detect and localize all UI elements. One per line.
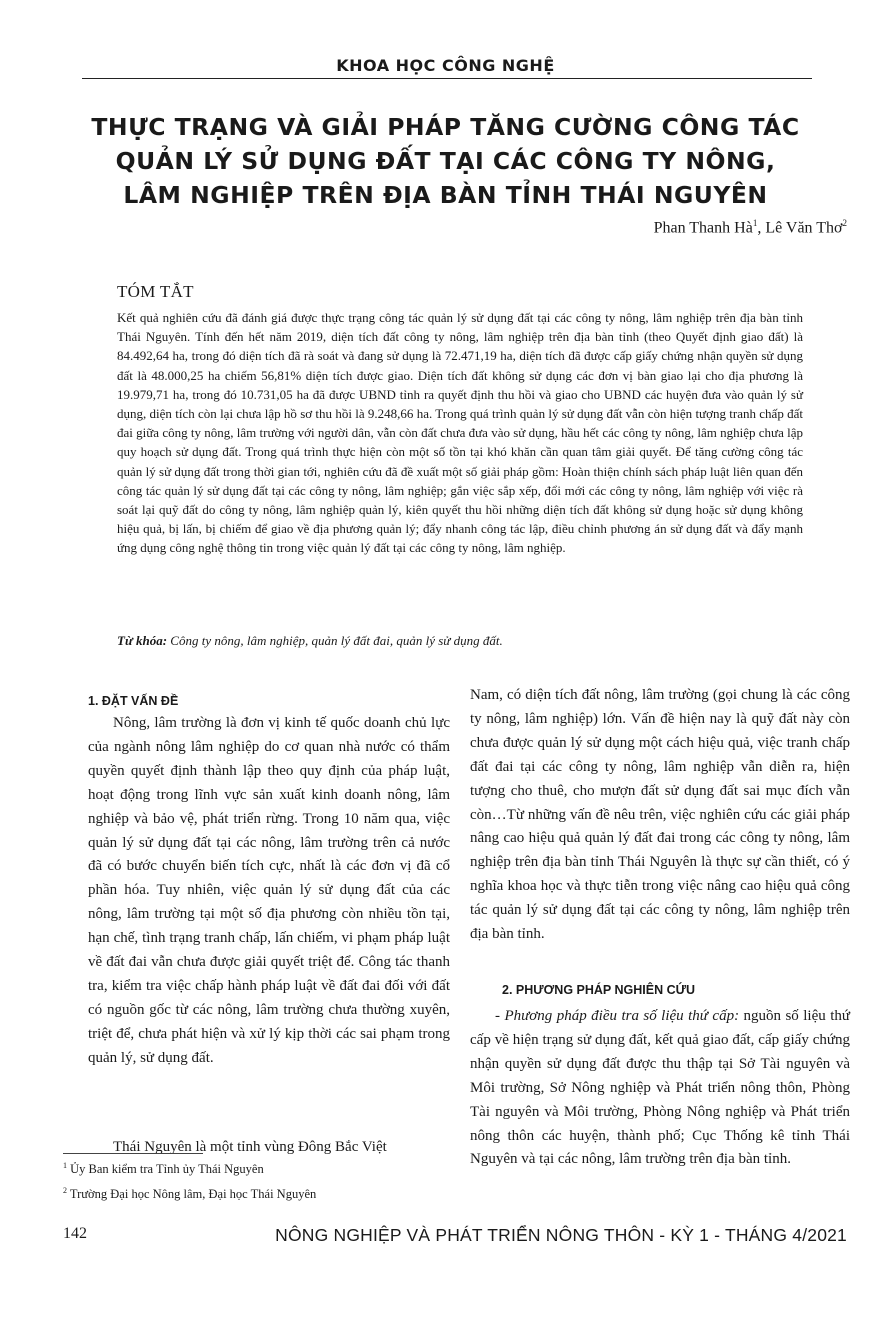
title-line-3: LÂM NGHIỆP TRÊN ĐỊA BÀN TỈNH THÁI NGUYÊN — [123, 181, 768, 209]
method-text: nguồn số liệu thứ cấp về hiện trạng sử dụng đất, kết quả giao đất, cấp giấy chứng nhận quyền sử dụng đất được thu thập tại Sở Tài nguyên và Môi trường, Sở Nông nghiệp và Phát triển nông thôn, Phòng Tài nguyên và Môi trường, Phòng Nông nghiệp và Phát triển nông thôn các huyện, thành phố; Cục Thống kê tỉnh Thái Nguyên và tại các nông, lâm trường trên địa bàn tỉnh. — [470, 1008, 850, 1168]
paragraph-text: Nông, lâm trường là đơn vị kinh tế quốc doanh chủ lực của ngành nông lâm nghiệp do cơ quan nhà nước có thẩm quyền quyết định thành lập theo quy định của pháp luật, hoạt động trong lĩnh vực sản xuất kinh doanh nông, lâm nghiệp và bảo vệ, phát triển rừng. Trong 10 năm qua, việc quản lý sử dụng đất tại các nông, lâm trường trên cả nước đã có bước chuyển biến tích cực, nhất là các đơn vị đã cổ phần hóa. Tuy nhiên, việc quản lý sử dụng đất của các nông, lâm trường tại một số địa phương còn nhiều tồn tại, hạn chế, tình trạng tranh chấp, lấn chiếm, vi phạm pháp luật về đất đai vẫn chưa được giải quyết triệt để. Công tác thanh tra, kiểm tra việc chấp hành pháp luật về đất đai đối với đất có nguồn gốc từ các nông, lâm trường chưa thường xuyên, triệt để, chưa phát hiện và xử lý kịp thời các sai phạm trong quản lý, sử dụng đất. — [88, 715, 450, 1066]
section-2-paragraph-1 — [470, 1005, 850, 1172]
author-separator: , — [757, 219, 766, 237]
method-label: - Phương pháp điều tra số liệu thứ cấp: — [495, 1008, 740, 1024]
journal-footer: NÔNG NGHIỆP VÀ PHÁT TRIỂN NÔNG THÔN - KỲ 1 - THÁNG 4/2021 — [275, 1225, 847, 1245]
footnote-2 — [63, 1186, 316, 1202]
section-1-paragraph-2-continued — [470, 684, 850, 947]
abstract-text: Kết quả nghiên cứu đã đánh giá được thực trạng công tác quản lý sử dụng đất tại các công ty nông, lâm nghiệp trên địa bàn tỉnh Thái Nguyên. Tính đến hết năm 2019, diện tích đất công ty nông, lâm nghiệp trên địa bàn tỉnh (theo Quyết định giao đất) là 84.492,64 ha, trong đó diện tích đã rà soát và đang sử dụng là 72.471,19 ha, diện tích đã được cấp giấy chứng nhận quyền sử dụng đất là 48.000,25 ha chiếm 56,81% diện tích được giao. Diện tích đất không sử dụng các đơn vị bàn giao lại cho địa phương là 19.979,71 ha, trong đó 10.731,05 ha đã được UBND tỉnh ra quyết định thu hồi và giao cho UBND các huyện đưa vào quản lý sử dụng, diện tích còn lại chưa lập hồ sơ thu hồi là 9.248,66 ha. Trong quá trình quản lý sử dụng đất vẫn còn hiện tượng tranh chấp đất đai giữa công ty nông, lâm trường với người dân, vẫn còn đất chưa đưa vào sử dụng, hầu hết các công ty nông, lâm nghiệp chưa lập quy hoạch sử dụng đất. Trong quá trình thực hiện còn một số tồn tại khó khăn cần quan tâm giải quyết. Để tăng cường công tác quản lý sử dụng đất trong thời gian tới, nghiên cứu đã đề xuất một số giải pháp gồm: Hoàn thiện chính sách pháp luật liên quan đến công tác quản lý sử dụng đất tại các công ty nông, lâm nghiệp; gắn việc sắp xếp, đổi mới các công ty nông, lâm nghiệp với việc rà soát lại quỹ đất do công ty nông, lâm nghiệp quản lý, kiên quyết thu hồi những diện tích đất không sử dụng hoặc sử dụng không hiệu quả, bị lấn, bị chiếm để giao về địa phương quản lý; đẩy nhanh công tác lập, điều chỉnh phương án sử dụng đất và đẩy mạnh ứng dụng công nghệ thông tin trong việc quản lý đất tại các công ty nông, lâm nghiệp. — [117, 310, 803, 556]
author-1-affiliation-mark: 1 — [752, 218, 758, 228]
footnote-1-mark: 1 — [63, 1161, 67, 1170]
title-line-1: THỰC TRẠNG VÀ GIẢI PHÁP TĂNG CƯỜNG CÔNG TÁC — [91, 113, 800, 141]
keywords — [117, 633, 803, 649]
author-2: Lê Văn Thơ — [765, 219, 843, 237]
keywords-label: Từ khóa: — [117, 633, 168, 648]
article-title — [40, 110, 851, 212]
section-header: KHOA HỌC CÔNG NGHỆ — [336, 56, 555, 75]
section-1-heading: 1. ĐẶT VẤN ĐỀ — [88, 694, 179, 708]
footnote-1 — [63, 1161, 264, 1177]
paragraph-text: Nam, có diện tích đất nông, lâm trường (gọi chung là các công ty nông, lâm nghiệp) lớn. Vấn đề hiện nay là quỹ đất này còn chưa được quản lý sử dụng một cách hiệu quả, việc tranh chấp đất đai tại các công ty nông, lâm nghiệp vẫn diễn ra, hiện tượng cho thuê, cho mượn đất sử dụng đất sai mục đích vẫn còn…Từ những vấn đề nêu trên, việc nghiên cứu các giải pháp nâng cao hiệu quả quản lý đất đai trong các công ty nông, lâm nghiệp trên địa bàn tỉnh Thái Nguyên là thực sự cần thiết, có ý nghĩa khoa học và thực tiễn trong việc nâng cao hiệu quả công tác quản lý sử dụng đất tại các công ty nông, lâm nghiệp trên địa bàn tỉnh. — [470, 687, 850, 943]
section-1-paragraph-2 — [88, 1136, 450, 1160]
title-line-2: QUẢN LÝ SỬ DỤNG ĐẤT TẠI CÁC CÔNG TY NÔNG, — [115, 147, 776, 175]
keywords-list: Công ty nông, lâm nghiệp, quản lý đất đai, quản lý sử dụng đất. — [167, 633, 503, 648]
footnote-2-text: Trường Đại học Nông lâm, Đại học Thái Nguyên — [67, 1187, 317, 1202]
section-2-heading: 2. PHƯƠNG PHÁP NGHIÊN CỨU — [502, 983, 696, 997]
footnote-rule — [63, 1153, 203, 1154]
section-1-paragraph-1 — [88, 712, 450, 1071]
author-2-affiliation-mark: 2 — [842, 218, 847, 228]
footnote-1-text: Ủy Ban kiểm tra Tỉnh ủy Thái Nguyên — [67, 1162, 264, 1177]
paragraph-text: Thái Nguyên là một tỉnh vùng Đông Bắc Việt — [113, 1139, 387, 1155]
header-rule — [82, 78, 812, 79]
page-number: 142 — [63, 1225, 87, 1242]
footnote-2-mark: 2 — [63, 1186, 67, 1195]
abstract-heading: TÓM TẮT — [117, 282, 194, 301]
authors — [654, 218, 847, 237]
author-1: Phan Thanh Hà — [653, 219, 753, 237]
paragraph-text — [470, 1005, 850, 1172]
